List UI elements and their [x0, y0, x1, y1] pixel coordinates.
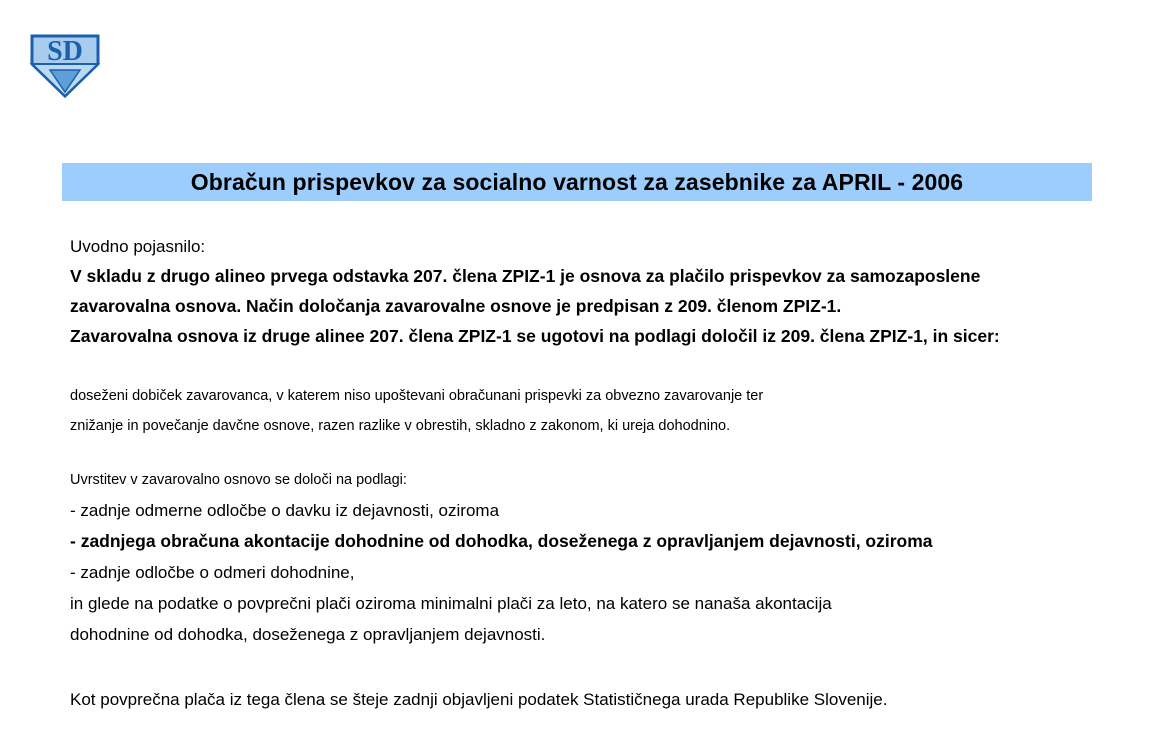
bullet-item-2: - zadnjega obračuna akontacije dohodnine od dohodka, doseženega z opravljanjem dejavnosti, oziroma: [70, 531, 933, 551]
paragraph-1-line-3: Zavarovalna osnova iz druge alinee 207. člena ZPIZ-1 se ugotovi na podlagi določil iz 209. člena ZPIZ-1, in sicer:: [70, 326, 1000, 346]
paragraph-3-line-2: dohodnine od dohodka, doseženega z opravljanjem dejavnosti.: [70, 625, 546, 644]
intro-label: Uvodno pojasnilo:: [70, 237, 206, 256]
paragraph-2-line-2: znižanje in povečanje davčne osnove, razen razlike v obrestih, skladno z zakonom, ki ureja dohodnino.: [70, 418, 731, 434]
paragraph-2-line-1: doseženi dobiček zavarovanca, v katerem niso upoštevani obračunani prispevki za obvezno zavarovanje ter: [70, 388, 764, 404]
bullet-item-1: - zadnje odmerne odločbe o davku iz dejavnosti, oziroma: [70, 501, 500, 520]
sd-company-logo: [22, 30, 108, 102]
closing-paragraph: Kot povprečna plača iz tega člena se šteje zadnji objavljeni podatek Statističnega urada Republike Slovenije.: [70, 690, 888, 709]
slide-title-bar: [62, 163, 1092, 201]
paragraph-1-line-1: V skladu z drugo alineo prvega odstavka 207. člena ZPIZ-1 je osnova za plačilo prispevkov za samozaposlene: [70, 266, 981, 286]
paragraph-1-line-2: zavarovalna osnova. Način določanja zavarovalne osnove je predpisan z 209. členom ZPIZ-1.: [70, 296, 842, 316]
classification-intro: Uvrstitev v zavarovalno osnovo se določi na podlagi:: [70, 472, 407, 488]
spacer-3: [70, 650, 1130, 684]
bullet-item-3: - zadnje odločbe o odmeri dohodnine,: [70, 563, 355, 582]
page-title: Obračun prispevkov za socialno varnost za zasebnike za APRIL - 2006: [190, 168, 964, 195]
svg-text:SD: SD: [47, 36, 83, 67]
spacer-2: [70, 441, 1130, 465]
paragraph-3-line-1: in glede na podatke o povprečni plači oziroma minimalni plači za leto, na katero se nanaša akontacija: [70, 594, 832, 613]
slide-body: [70, 232, 1130, 715]
spacer-1: [70, 351, 1130, 381]
